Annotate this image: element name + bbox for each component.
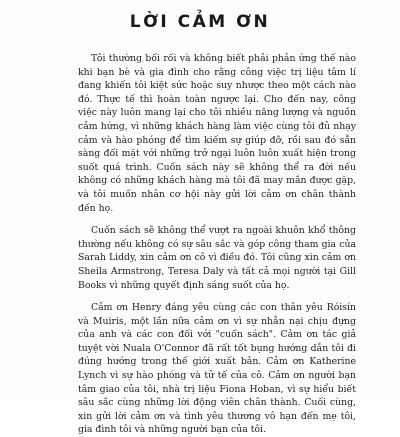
paragraph-3: Cảm ơn Henry đáng yêu cùng các con thân yêu Róisín và Muiris, một lần nữa cảm ơn vì sự nhẫn nại chịu đựng của anh và các con đối với "cuốn sách". Cảm ơn tác giả tuyệt vời Nuala O'Connor đã rất tốt bụng hướng dẫn tôi đi đúng hướng trong thế giới xuất bản. Cảm ơn Katherine Lynch vì sự hào phóng và tử tế của cô. Cảm ơn người bạn tâm giao của tôi, nhà trị liệu Fiona Hoban, vì sự hiểu biết sâu sắc cùng những lời động viên chân thành. Cuối cùng, xin gửi lời cảm ơn và tình yêu thương vô hạn đến mẹ tôi, gia đình tôi và những người bạn của tôi. (78, 302, 356, 436)
paragraph-2: Cuốn sách sẽ không thể vượt ra ngoài khuôn khổ thông thường nếu không có sự sâu sắc và góp công tham gia của Sarah Liddy, xin cảm ơn cô vì điều đó. Tôi cũng xin cảm ơn Sheila Armstrong, Teresa Daly và tất cả mọi người tại Gill Books vì những quyết định sáng suốt của họ. (78, 225, 356, 291)
page-title: LỜI CẢM ƠN (129, 12, 271, 32)
body-text (78, 52, 356, 437)
paragraph-1: Tôi thường bối rối và không biết phải phản ứng thế nào khi bạn bè và gia đình cho rằng công việc trị liệu tâm lí đang khiến tôi kiệt sức hoặc suy nhược theo một cách nào đó. Thực tế thì hoàn toàn ngược lại. Cho đến nay, công việc này luôn mang lại cho tôi nhiều năng lượng và nguồn cảm hứng, vì những khách hàng làm việc cùng tôi đủ nhạy cảm và hào phóng để tìm kiếm sự giúp đỡ, rồi sau đó sẵn sàng đối mặt với những trở ngại luôn luôn xuất hiện trong suốt quá trình. Cuốn sách này sẽ không thể ra đời nếu không có những khách hàng mà tôi đã may mắn được gặp, và tôi muốn nhân cơ hội này gửi lời cảm ơn chân thành đến họ. (78, 53, 356, 214)
